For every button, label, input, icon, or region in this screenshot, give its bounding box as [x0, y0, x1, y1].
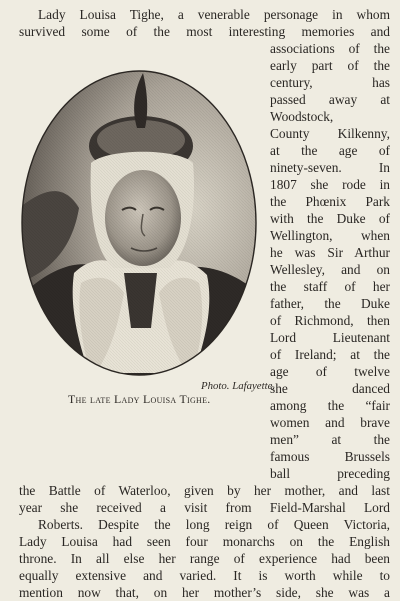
article-line: Wellesley, and on [270, 262, 390, 277]
article-line: passed away at [270, 92, 390, 107]
article-line: at the age of [270, 143, 390, 158]
article-line: age of twelve [270, 364, 390, 379]
article-line: women and brave [270, 415, 390, 430]
article-line: among the “fair [270, 398, 390, 413]
article-line: he was Sir Arthur [270, 245, 390, 260]
article-line: Woodstock, [270, 109, 334, 124]
article-line: father, the Duke [270, 296, 390, 311]
article-line: men” at the [270, 432, 390, 447]
portrait-image [19, 68, 259, 378]
figure-caption: The late Lady Louisa Tighe. [68, 392, 211, 406]
article-line: the staff of her [270, 279, 390, 294]
photo-credit: Photo. Lafayette. [201, 380, 276, 392]
article-line: Roberts. Despite the long reign of Queen Victoria, [38, 517, 390, 532]
article-line: Lady Louisa Tighe, a venerable personage in whom [38, 7, 390, 22]
article-line: Lord Lieutenant [270, 330, 390, 345]
article-line: year she received a visit from Field-Marshal Lord [19, 500, 390, 515]
article-line: Lady Louisa had seen four monarchs on the English [19, 534, 390, 549]
article-line: survived some of the most interesting memories and [19, 24, 390, 39]
article-line: ball preceding [270, 466, 390, 481]
article-line: the Phœnix Park [270, 194, 390, 209]
article-line: throne. In all else her range of experience had been [19, 551, 390, 566]
article-line: she danced [270, 381, 390, 396]
article-line: early part of the [270, 58, 390, 73]
article-line: famous Brussels [270, 449, 390, 464]
article-line: with the Duke of [270, 211, 390, 226]
article-line: associations of the [270, 41, 390, 56]
article-line: century, has [270, 75, 390, 90]
article-line: the Battle of Waterloo, given by her mother, and last [19, 483, 390, 498]
portrait-figure [19, 68, 259, 378]
article-line: of Richmond, then [270, 313, 390, 328]
article-line: ninety-seven. In [270, 160, 390, 175]
article-line: County Kilkenny, [270, 126, 390, 141]
article-line: equally extensive and varied. It is worth while to [19, 568, 390, 583]
article-line: mention now that, on her mother’s side, she was a [19, 585, 390, 600]
article-line: Wellington, when [270, 228, 390, 243]
article-line: 1807 she rode in [270, 177, 390, 192]
article-line: of Ireland; at the [270, 347, 390, 362]
